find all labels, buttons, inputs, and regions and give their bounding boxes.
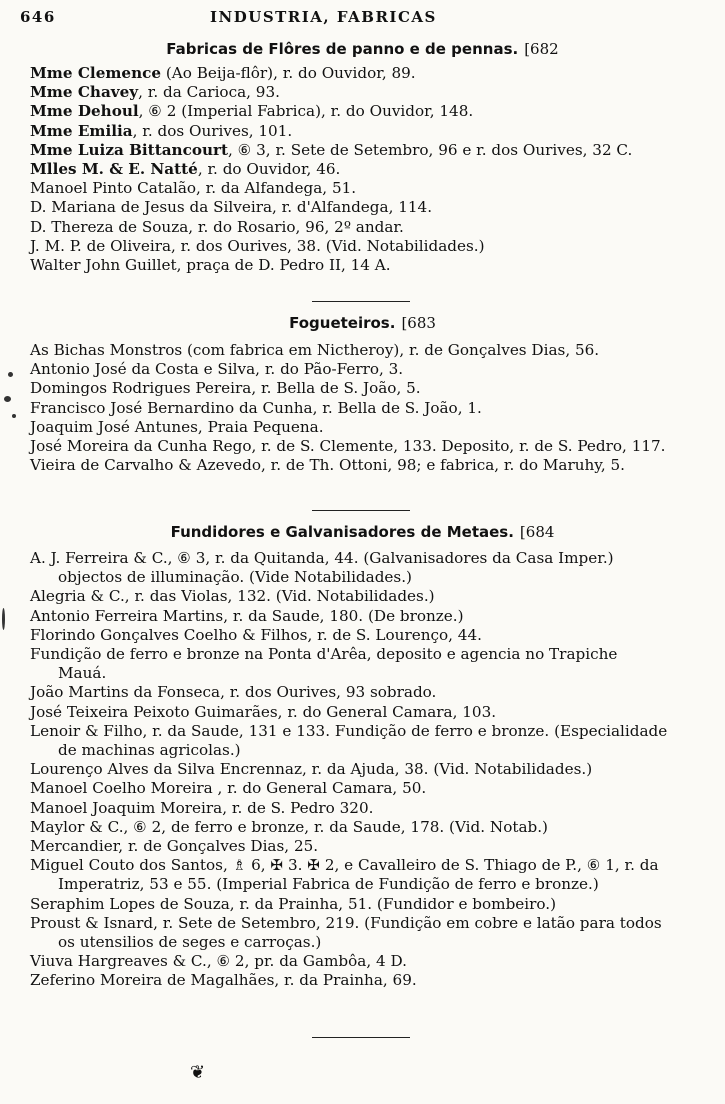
- list-item: J. M. P. de Oliveira, r. dos Ourives, 38. (Vid. Notabilidades.): [30, 236, 485, 255]
- scan-speck: [8, 372, 13, 377]
- list-item: Alegria & C., r. das Violas, 132. (Vid. Notabilidades.): [30, 587, 435, 606]
- section-divider: [312, 1037, 410, 1038]
- list-item: José Teixeira Peixoto Guimarães, r. do General Camara, 103.: [30, 702, 497, 721]
- section-title-fogueteiros: [0, 314, 725, 332]
- section-number: [683: [401, 314, 436, 332]
- list-item: Viuva Hargreaves & C., ⑥ 2, pr. da Gambôa, 4 D.: [30, 952, 407, 971]
- list-item: João Martins da Fonseca, r. dos Ourives, 93 sobrado.: [30, 683, 437, 702]
- section-title-fundidores: [0, 523, 725, 541]
- entry-name: Mlles M. & E. Natté: [30, 160, 198, 179]
- scan-speck: [2, 608, 5, 630]
- list-item: Seraphim Lopes de Souza, r. da Prainha, 51. (Fundidor e bombeiro.): [30, 894, 557, 913]
- list-item: [30, 102, 670, 121]
- list-item: Zeferino Moreira de Magalhães, r. da Prainha, 69.: [30, 971, 417, 990]
- entry-text: , ⑥ 2 (Imperial Fabrica), r. do Ouvidor, 148.: [138, 102, 474, 121]
- list-item: D. Thereza de Souza, r. do Rosario, 96, 2º andar.: [30, 217, 404, 236]
- list-item: As Bichas Monstros (com fabrica em Nictheroy), r. de Gonçalves Dias, 56.: [30, 341, 600, 359]
- list-item: Walter John Guillet, praça de D. Pedro II, 14 A.: [30, 256, 391, 275]
- list-item: Antonio José da Costa e Silva, r. do Pão-Ferro, 3.: [30, 360, 404, 379]
- list-item: Miguel Couto dos Santos, ♗ 6, ✠ 3. ✠ 2, e Cavalleiro de S. Thiago de P., ⑥ 1, r. da Imperatriz, 53 e 55. (Imperial Fabrica de Fundição de ferro e bronze.): [30, 856, 659, 894]
- list-item: Mercandier, r. de Gonçalves Dias, 25.: [30, 837, 319, 856]
- list-item: Manoel Pinto Catalão, r. da Alfandega, 51.: [30, 179, 357, 198]
- entry-text: , r. do Ouvidor, 46.: [197, 160, 341, 179]
- list-item: Manoel Joaquim Moreira, r. de S. Pedro 320.: [30, 798, 374, 817]
- section-heading: Fabricas de Flôres de panno e de pennas.: [166, 40, 519, 58]
- list-item: Domingos Rodrigues Pereira, r. Bella de S. João, 5.: [30, 379, 421, 398]
- entry-text: , r. dos Ourives, 101.: [132, 121, 293, 140]
- section-heading: Fogueteiros.: [289, 314, 396, 332]
- running-head-title: INDUSTRIA, FABRICAS: [210, 8, 437, 26]
- list-item: [30, 83, 670, 102]
- entry-text: , ⑥ 3, r. Sete de Setembro, 96 e r. dos Ourives, 32 C.: [228, 140, 633, 159]
- list-item: [30, 64, 670, 83]
- list-item: Maylor & C., ⑥ 2, de ferro e bronze, r. da Saude, 178. (Vid. Notab.): [30, 817, 548, 836]
- list-item: Fundição de ferro e bronze na Ponta d'Arêa, deposito e agencia no Trapiche Mauá.: [30, 645, 618, 683]
- list-item: Francisco José Bernardino da Cunha, r. Bella de S. João, 1.: [30, 398, 482, 417]
- list-item: Lenoir & Filho, r. da Saude, 131 e 133. Fundição de ferro e bronze. (Especialidade de machinas agricolas.): [30, 721, 668, 760]
- list-item: Manoel Coelho Moreira , r. do General Camara, 50.: [30, 779, 427, 798]
- entries-flores: [30, 64, 670, 275]
- list-item: Proust & Isnard, r. Sete de Setembro, 219. (Fundição em cobre e latão para todos os utensilios de seges e carroças.): [30, 913, 662, 952]
- list-item: José Moreira da Cunha Rego, r. de S. Clemente, 133. Deposito, r. de S. Pedro, 117.: [30, 437, 666, 456]
- entry-name: Mme Chavey: [30, 83, 139, 102]
- running-head: [14, 8, 474, 30]
- list-item: [30, 160, 670, 179]
- section-heading: Fundidores e Galvanisadores de Metaes.: [170, 523, 514, 541]
- list-item: [30, 122, 670, 141]
- entries-fundidores: [30, 549, 670, 991]
- entries-fogueteiros: [30, 341, 670, 475]
- page-number: 646: [20, 8, 56, 26]
- list-item: D. Mariana de Jesus da Silveira, r. d'Alfandega, 114.: [30, 198, 433, 217]
- section-number: [682: [524, 40, 559, 58]
- entry-name: Mme Clemence: [30, 64, 162, 82]
- entry-text: , r. da Carioca, 93.: [138, 83, 280, 102]
- section-title-flores: [0, 40, 725, 58]
- list-item: Antonio Ferreira Martins, r. da Saude, 180. (De bronze.): [30, 606, 464, 625]
- list-item: A. J. Ferreira & C., ⑥ 3, r. da Quitanda, 44. (Galvanisadores da Casa Imper.) objectos de illuminação. (Vide Notabilidades.): [30, 549, 614, 587]
- scan-speck: [12, 414, 16, 418]
- section-number: [684: [519, 523, 555, 541]
- list-item: Florindo Gonçalves Coelho & Filhos, r. de S. Lourenço, 44.: [30, 625, 482, 644]
- list-item: [30, 141, 670, 160]
- list-item: Joaquim José Antunes, Praia Pequena.: [30, 417, 324, 436]
- entry-name: Mme Luiza Bittancourt: [30, 140, 229, 159]
- list-item: Lourenço Alves da Silva Encrennaz, r. da Ajuda, 38. (Vid. Notabilidades.): [30, 760, 593, 779]
- scan-speck: [4, 396, 11, 402]
- section-divider: [312, 301, 410, 302]
- entry-text: (Ao Beija-flôr), r. do Ouvidor, 89.: [165, 64, 416, 82]
- entry-name: Mme Emilia: [30, 121, 133, 140]
- ornament-mark: ❦: [190, 1062, 206, 1083]
- section-divider: [312, 510, 410, 511]
- entry-name: Mme Dehoul: [30, 102, 139, 121]
- list-item: Vieira de Carvalho & Azevedo, r. de Th. Ottoni, 98; e fabrica, r. do Maruhy, 5.: [30, 456, 625, 475]
